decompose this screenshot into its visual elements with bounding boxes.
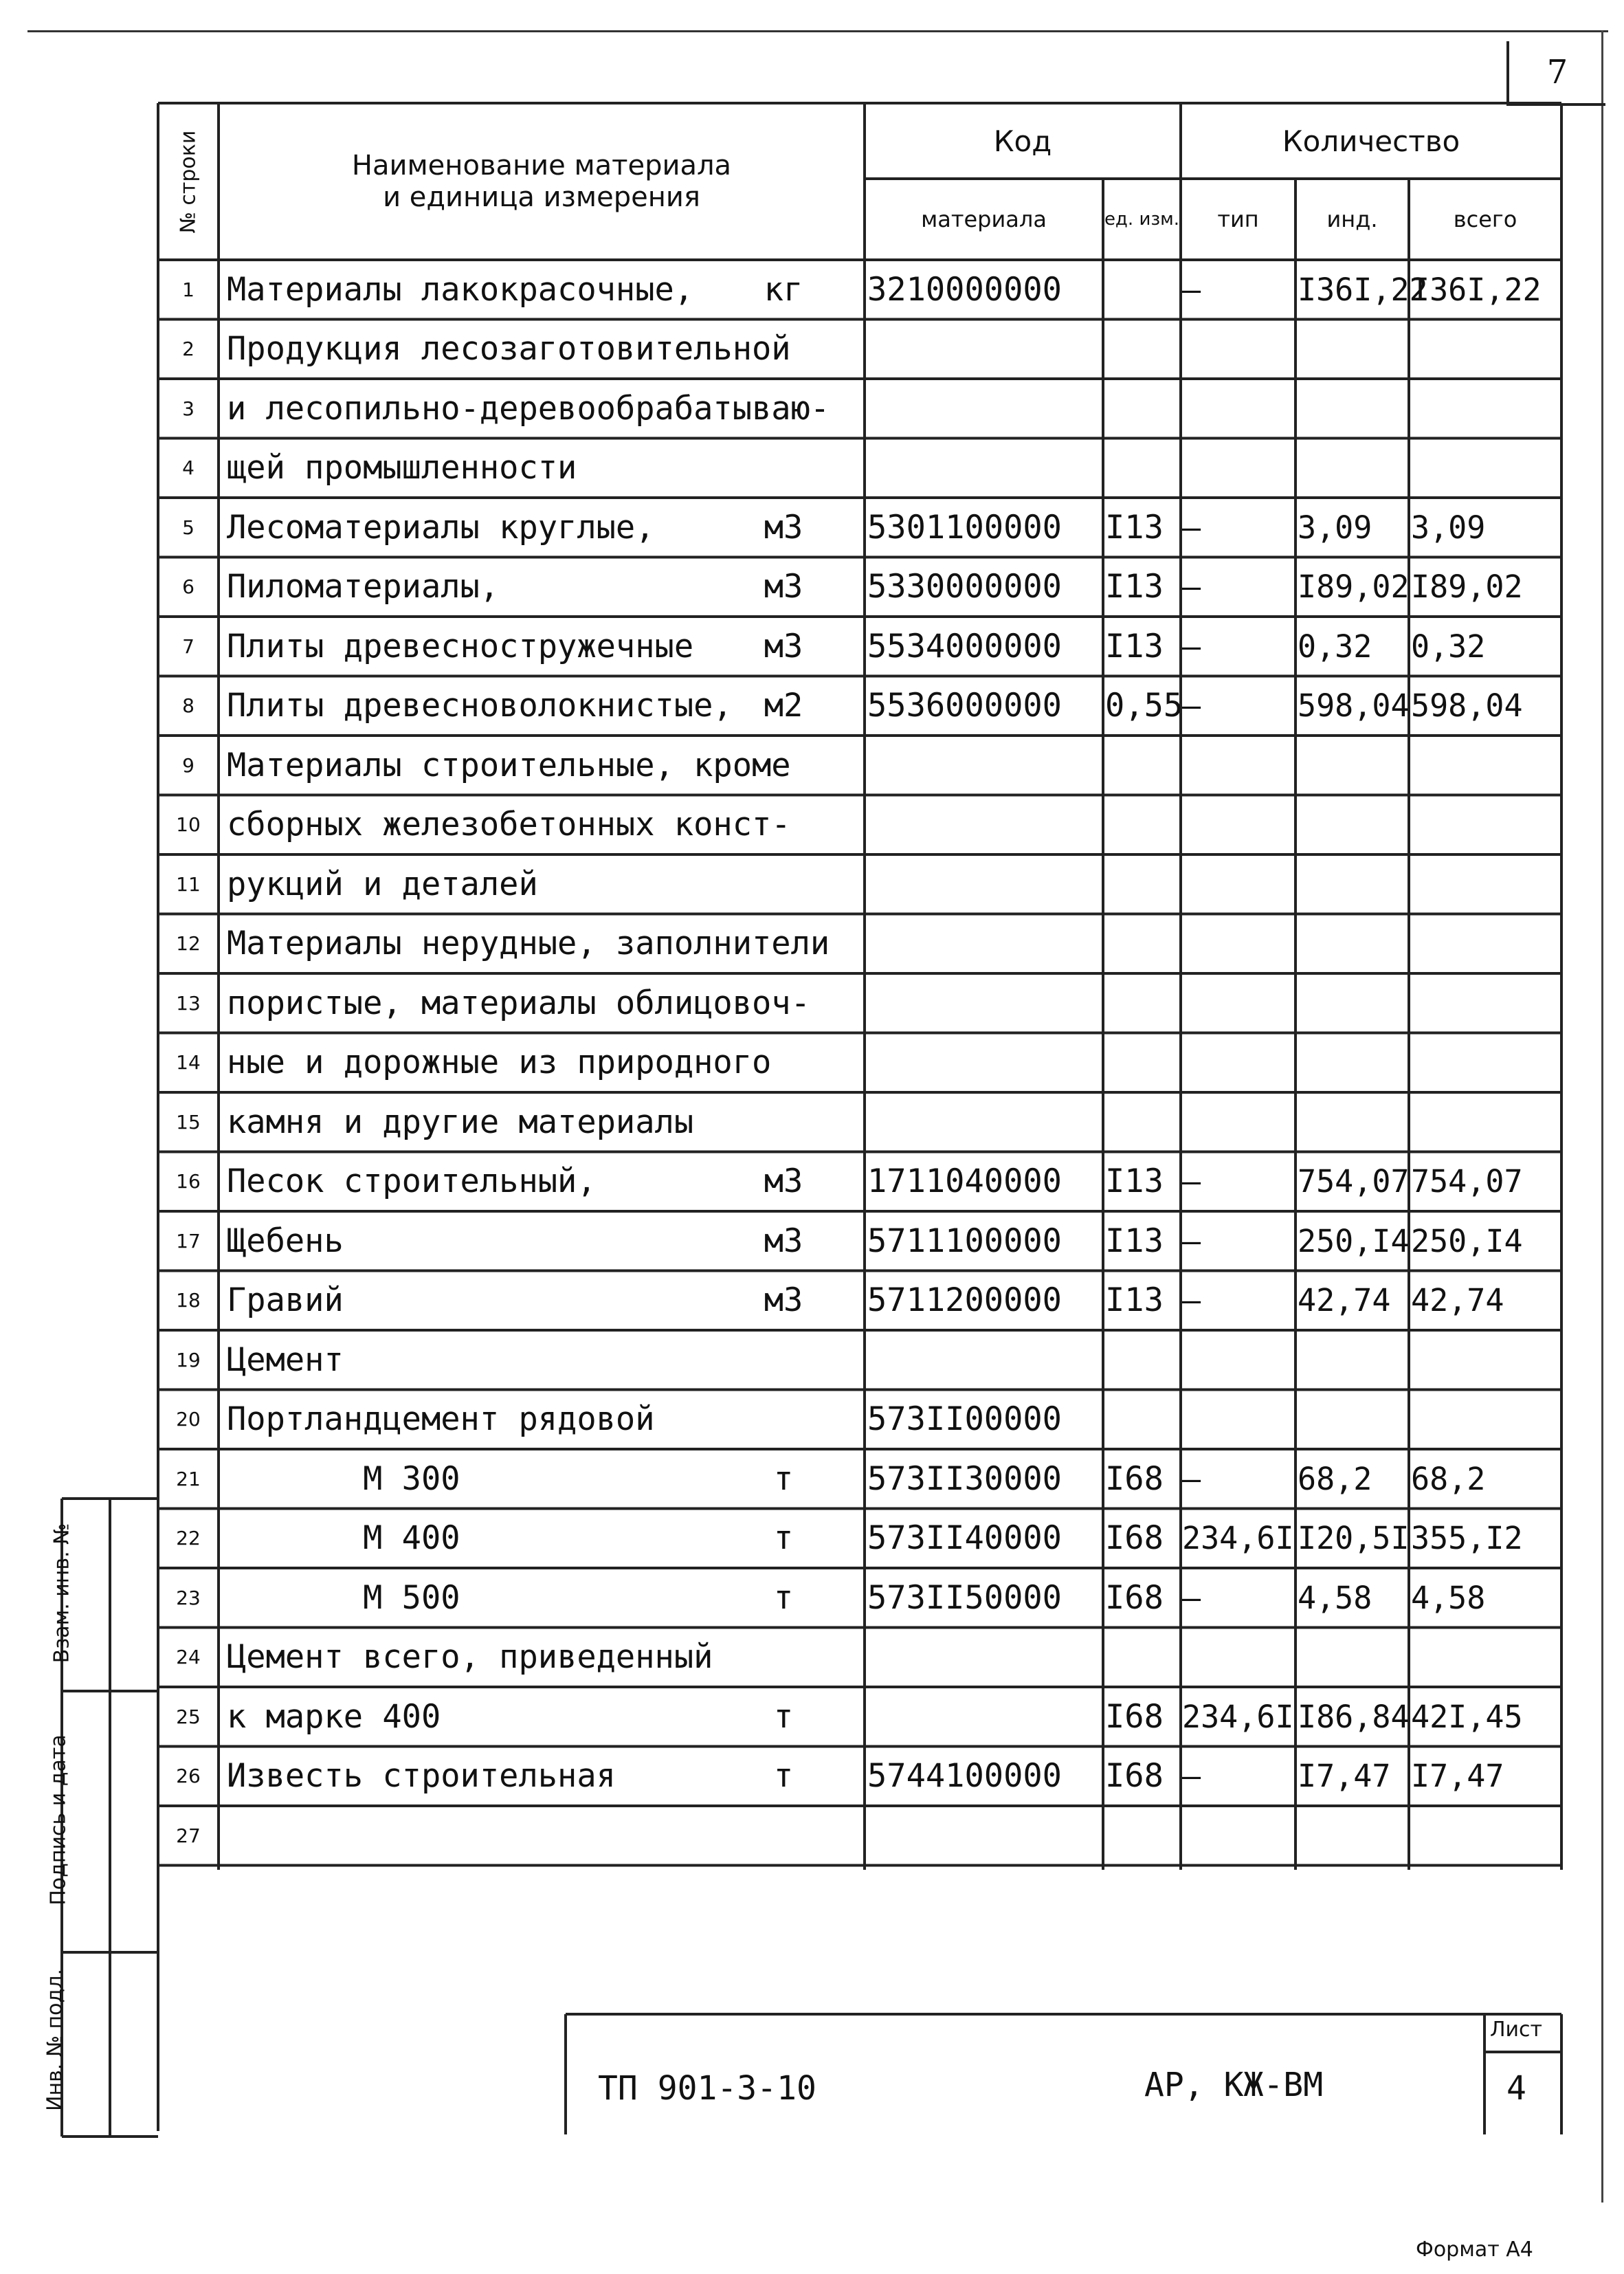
row-9-tip xyxy=(1182,736,1295,795)
row-19-ind xyxy=(1298,1330,1409,1390)
row-15-unit-name xyxy=(715,1092,852,1152)
row-5-total: 3,09 xyxy=(1411,509,1486,546)
row-7-n: 7 xyxy=(182,634,194,658)
row-2-n: 2 xyxy=(182,338,194,361)
row-8-ed: 0,55 xyxy=(1105,687,1183,725)
row-23-code: 573II50000 xyxy=(867,1578,1062,1617)
row-6-n: 6 xyxy=(182,575,194,599)
row-15-n: 15 xyxy=(176,1110,201,1134)
row-7-tip: – xyxy=(1182,628,1201,665)
row-16-ed: I13 xyxy=(1105,1162,1164,1201)
row-21-tip: – xyxy=(1182,1460,1201,1497)
row-9-total xyxy=(1411,736,1561,795)
header-code: Код xyxy=(993,124,1052,158)
row-4-unit-name xyxy=(715,439,852,498)
row-12-unit-name xyxy=(715,914,852,974)
row-12-n: 12 xyxy=(176,932,201,956)
row-4-code xyxy=(867,439,1101,498)
row-23-ed: I68 xyxy=(1105,1578,1164,1617)
row-19-name: Цемент xyxy=(227,1340,344,1379)
row-16-n: 16 xyxy=(176,1170,201,1193)
row-22-ind: I20,5I xyxy=(1298,1520,1410,1557)
row-6-unit-name: м3 xyxy=(764,568,803,606)
row-24-code xyxy=(867,1628,1101,1688)
row-23-unit-name: т xyxy=(773,1578,794,1617)
row-21-n: 21 xyxy=(176,1467,201,1490)
format-label: Формат А4 xyxy=(1416,2238,1533,2262)
row-18-ind: 42,74 xyxy=(1298,1282,1391,1319)
row-27-unit-name xyxy=(715,1806,852,1866)
row-6-total: I89,02 xyxy=(1411,568,1523,606)
row-10-unit-name xyxy=(715,795,852,855)
row-14-name: ные и дорожные из природного xyxy=(227,1044,772,1082)
row-23-ind: 4,58 xyxy=(1298,1579,1372,1616)
row-19-total xyxy=(1411,1330,1561,1390)
row-2-total xyxy=(1411,320,1561,379)
row-11-ed xyxy=(1105,854,1181,914)
row-11-total xyxy=(1411,854,1561,914)
row-14-ed xyxy=(1105,1033,1181,1093)
header-quantity: Количество xyxy=(1282,124,1460,158)
row-9-code xyxy=(867,736,1101,795)
row-27-total xyxy=(1411,1806,1561,1866)
row-15-code xyxy=(867,1092,1101,1152)
row-2-tip xyxy=(1182,320,1295,379)
row-14-ind xyxy=(1298,1033,1409,1093)
row-17-ind: 250,I4 xyxy=(1298,1222,1410,1259)
row-20-total xyxy=(1411,1390,1561,1450)
row-8-ind: 598,04 xyxy=(1298,687,1410,725)
row-25-ed: I68 xyxy=(1105,1697,1164,1736)
row-4-total xyxy=(1411,439,1561,498)
row-15-tip xyxy=(1182,1092,1295,1152)
row-24-name: Цемент всего, приведенный xyxy=(227,1638,713,1677)
row-6-code: 5330000000 xyxy=(867,568,1062,606)
row-23-total: 4,58 xyxy=(1411,1579,1486,1616)
row-18-unit-name: м3 xyxy=(764,1281,803,1320)
row-12-code xyxy=(867,914,1101,974)
row-17-n: 17 xyxy=(176,1229,201,1252)
row-15-ind xyxy=(1298,1092,1409,1152)
row-15-ed xyxy=(1105,1092,1181,1152)
row-22-tip: 234,6I xyxy=(1182,1520,1294,1557)
row-23-n: 23 xyxy=(176,1586,201,1609)
row-3-tip xyxy=(1182,379,1295,439)
page-number: 7 xyxy=(1506,41,1605,106)
row-11-n: 11 xyxy=(176,872,201,896)
header-row-number: № строки xyxy=(176,130,201,233)
row-22-name: М 400 xyxy=(227,1519,460,1558)
row-24-ed xyxy=(1105,1628,1181,1688)
row-9-ed xyxy=(1105,736,1181,795)
row-19-unit-name xyxy=(715,1330,852,1390)
row-22-n: 22 xyxy=(176,1527,201,1550)
row-27-ind xyxy=(1298,1806,1409,1866)
row-12-name: Материалы нерудные, заполнители xyxy=(227,925,830,963)
row-7-name: Плиты древесностружечные xyxy=(227,627,694,665)
row-5-n: 5 xyxy=(182,516,194,539)
row-25-n: 25 xyxy=(176,1705,201,1728)
row-3-name: и лесопильно-деревообрабатываю- xyxy=(227,389,830,428)
row-2-unit-name xyxy=(715,320,852,379)
row-12-tip xyxy=(1182,914,1295,974)
row-12-ind xyxy=(1298,914,1409,974)
row-10-code xyxy=(867,795,1101,855)
row-4-ed xyxy=(1105,439,1181,498)
row-16-tip: – xyxy=(1182,1163,1201,1200)
row-8-name: Плиты древесноволокнистые, xyxy=(227,687,733,725)
row-13-tip xyxy=(1182,973,1295,1033)
row-24-unit-name xyxy=(715,1628,852,1688)
row-18-ed: I13 xyxy=(1105,1281,1164,1320)
row-26-total: I7,47 xyxy=(1411,1758,1504,1795)
row-20-ed xyxy=(1105,1390,1181,1450)
row-20-tip xyxy=(1182,1390,1295,1450)
row-22-code: 573II40000 xyxy=(867,1519,1062,1558)
row-4-tip xyxy=(1182,439,1295,498)
row-1-unit-name: кг xyxy=(764,270,803,309)
row-2-code xyxy=(867,320,1101,379)
row-25-ind: I86,84 xyxy=(1298,1698,1410,1735)
row-7-ind: 0,32 xyxy=(1298,628,1372,665)
header-material: материала xyxy=(921,206,1047,232)
row-11-ind xyxy=(1298,854,1409,914)
row-18-total: 42,74 xyxy=(1411,1282,1504,1319)
row-13-code xyxy=(867,973,1101,1033)
row-26-code: 5744100000 xyxy=(867,1757,1062,1796)
row-9-n: 9 xyxy=(182,753,194,777)
row-25-tip: 234,6I xyxy=(1182,1698,1294,1735)
row-20-name: Портландцемент рядовой xyxy=(227,1400,655,1439)
row-27-code xyxy=(867,1806,1101,1866)
row-9-name: Материалы строительные, кроме xyxy=(227,746,791,784)
row-21-unit-name: т xyxy=(773,1459,794,1498)
row-23-name: М 500 xyxy=(227,1578,460,1617)
header-total: всего xyxy=(1453,206,1517,232)
row-12-total xyxy=(1411,914,1561,974)
row-13-total xyxy=(1411,973,1561,1033)
row-5-ind: 3,09 xyxy=(1298,509,1372,546)
row-26-tip: – xyxy=(1182,1758,1201,1795)
row-5-ed: I13 xyxy=(1105,508,1164,547)
row-1-code: 3210000000 xyxy=(867,270,1062,309)
row-16-unit-name: м3 xyxy=(764,1162,803,1201)
row-8-total: 598,04 xyxy=(1411,687,1523,725)
row-22-unit-name: т xyxy=(773,1519,794,1558)
stamp-inv: Инв. № подл. xyxy=(43,1969,67,2111)
row-24-tip xyxy=(1182,1628,1295,1688)
row-13-unit-name xyxy=(715,973,852,1033)
row-27-ed xyxy=(1105,1806,1181,1866)
row-7-code: 5534000000 xyxy=(867,627,1062,665)
row-15-total xyxy=(1411,1092,1561,1152)
row-11-name: рукций и деталей xyxy=(227,865,538,903)
row-21-code: 573II30000 xyxy=(867,1459,1062,1498)
row-15-name: камня и другие материалы xyxy=(227,1103,694,1141)
row-26-unit-name: т xyxy=(773,1757,794,1796)
doc-code: ТП 901-3-10 xyxy=(598,2069,816,2108)
row-19-n: 19 xyxy=(176,1348,201,1371)
row-24-ind xyxy=(1298,1628,1409,1688)
row-24-n: 24 xyxy=(176,1646,201,1669)
row-27-tip xyxy=(1182,1806,1295,1866)
row-3-unit-name xyxy=(715,379,852,439)
doc-section: АР, КЖ-ВМ xyxy=(1144,2066,1324,2104)
row-9-unit-name xyxy=(715,736,852,795)
row-4-name: щей промышленности xyxy=(227,449,577,487)
row-10-ind xyxy=(1298,795,1409,855)
row-18-n: 18 xyxy=(176,1289,201,1312)
row-14-total xyxy=(1411,1033,1561,1093)
row-8-unit-name: м2 xyxy=(764,687,803,725)
row-7-total: 0,32 xyxy=(1411,628,1486,665)
sheet-number: 4 xyxy=(1506,2069,1526,2108)
header-name: Наименование материала и единица измерения xyxy=(351,150,732,213)
row-25-name: к марке 400 xyxy=(227,1697,441,1736)
header-unit: ед. изм. xyxy=(1104,209,1180,230)
row-2-ind xyxy=(1298,320,1409,379)
row-26-ed: I68 xyxy=(1105,1757,1164,1796)
row-12-ed xyxy=(1105,914,1181,974)
row-13-n: 13 xyxy=(176,991,201,1015)
row-20-n: 20 xyxy=(176,1408,201,1431)
row-1-ed xyxy=(1105,260,1181,320)
sheet-label: Лист xyxy=(1490,2018,1543,2042)
row-14-tip xyxy=(1182,1033,1295,1093)
row-3-ind xyxy=(1298,379,1409,439)
row-1-total: I36I,22 xyxy=(1411,271,1542,308)
row-16-ind: 754,07 xyxy=(1298,1163,1410,1200)
row-21-ed: I68 xyxy=(1105,1459,1164,1498)
row-27-n: 27 xyxy=(176,1824,201,1847)
row-17-code: 5711100000 xyxy=(867,1222,1062,1260)
row-19-code xyxy=(867,1330,1101,1390)
row-18-name: Гравий xyxy=(227,1281,344,1320)
row-3-n: 3 xyxy=(182,397,194,420)
row-25-code xyxy=(867,1687,1101,1747)
row-2-name: Продукция лесозаготовительной xyxy=(227,330,791,368)
row-21-total: 68,2 xyxy=(1411,1460,1486,1497)
row-19-tip xyxy=(1182,1330,1295,1390)
row-10-name: сборных железобетонных конст- xyxy=(227,806,791,844)
row-7-unit-name: м3 xyxy=(764,627,803,665)
stamp-signature-date: Подпись и дата xyxy=(46,1734,71,1906)
row-14-code xyxy=(867,1033,1101,1093)
row-3-ed xyxy=(1105,379,1181,439)
row-6-ed: I13 xyxy=(1105,568,1164,606)
row-13-ed xyxy=(1105,973,1181,1033)
row-19-ed xyxy=(1105,1330,1181,1390)
row-5-tip: – xyxy=(1182,509,1201,546)
row-5-name: Лесоматериалы круглые, xyxy=(227,508,655,547)
row-13-name: пористые, материалы облицовоч- xyxy=(227,984,810,1022)
row-1-name: Материалы лакокрасочные, xyxy=(227,270,694,309)
row-2-ed xyxy=(1105,320,1181,379)
row-14-n: 14 xyxy=(176,1051,201,1074)
row-8-tip: – xyxy=(1182,687,1201,725)
row-24-total xyxy=(1411,1628,1561,1688)
row-16-name: Песок строительный, xyxy=(227,1162,597,1201)
row-4-n: 4 xyxy=(182,456,194,480)
row-10-ed xyxy=(1105,795,1181,855)
row-17-ed: I13 xyxy=(1105,1222,1164,1260)
row-11-unit-name xyxy=(715,854,852,914)
row-16-code: 1711040000 xyxy=(867,1162,1062,1201)
row-17-name: Щебень xyxy=(227,1222,344,1260)
row-22-total: 355,I2 xyxy=(1411,1520,1523,1557)
row-6-tip: – xyxy=(1182,568,1201,606)
row-13-ind xyxy=(1298,973,1409,1033)
row-18-tip: – xyxy=(1182,1282,1201,1319)
row-8-n: 8 xyxy=(182,694,194,718)
row-1-tip: – xyxy=(1182,271,1201,308)
row-26-ind: I7,47 xyxy=(1298,1758,1391,1795)
row-23-tip: – xyxy=(1182,1579,1201,1616)
row-8-code: 5536000000 xyxy=(867,687,1062,725)
header-type: тип xyxy=(1217,206,1259,232)
row-26-name: Известь строительная xyxy=(227,1757,616,1796)
row-11-code xyxy=(867,854,1101,914)
row-9-ind xyxy=(1298,736,1409,795)
row-3-code xyxy=(867,379,1101,439)
header-ind: инд. xyxy=(1326,206,1378,232)
row-14-unit-name xyxy=(715,1033,852,1093)
row-16-total: 754,07 xyxy=(1411,1163,1523,1200)
row-17-unit-name: м3 xyxy=(764,1222,803,1260)
row-17-tip: – xyxy=(1182,1222,1201,1259)
row-1-ind: I36I,22 xyxy=(1298,271,1428,308)
row-7-ed: I13 xyxy=(1105,627,1164,665)
row-21-ind: 68,2 xyxy=(1298,1460,1372,1497)
row-20-code: 573II00000 xyxy=(867,1400,1062,1439)
row-22-ed: I68 xyxy=(1105,1519,1164,1558)
row-20-ind xyxy=(1298,1390,1409,1450)
row-6-ind: I89,02 xyxy=(1298,568,1410,606)
row-25-total: 42I,45 xyxy=(1411,1698,1523,1735)
row-11-tip xyxy=(1182,854,1295,914)
row-3-total xyxy=(1411,379,1561,439)
row-5-code: 5301100000 xyxy=(867,508,1062,547)
row-17-total: 250,I4 xyxy=(1411,1222,1523,1259)
row-20-unit-name xyxy=(715,1390,852,1450)
row-4-ind xyxy=(1298,439,1409,498)
row-10-n: 10 xyxy=(176,813,201,837)
stamp-vzam: Взам. инв. № xyxy=(49,1523,74,1664)
row-25-unit-name: т xyxy=(773,1697,794,1736)
row-26-n: 26 xyxy=(176,1765,201,1788)
row-21-name: М 300 xyxy=(227,1459,460,1498)
row-10-tip xyxy=(1182,795,1295,855)
row-10-total xyxy=(1411,795,1561,855)
row-1-n: 1 xyxy=(182,278,194,301)
row-5-unit-name: м3 xyxy=(764,508,803,547)
row-18-code: 5711200000 xyxy=(867,1281,1062,1320)
row-6-name: Пиломатериалы, xyxy=(227,568,500,606)
